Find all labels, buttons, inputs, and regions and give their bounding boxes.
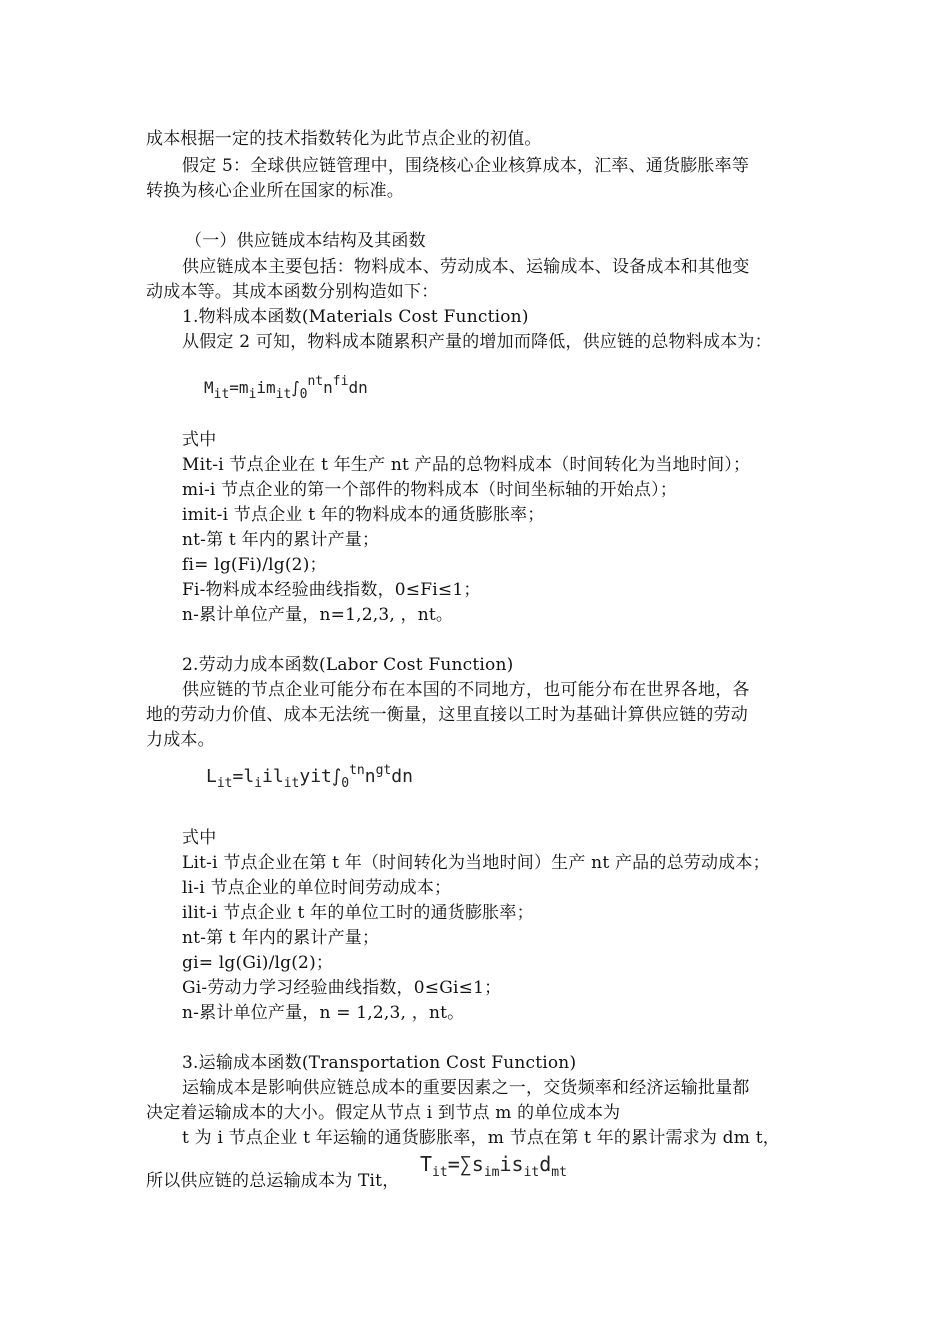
text-line: li-i 节点企业的单位时间劳动成本；	[182, 878, 452, 898]
text-line: 供应链成本主要包括：物料成本、劳动成本、运输成本、设备成本和其他变	[182, 257, 750, 277]
text-line: 供应链的节点企业可能分布在本国的不同地方，也可能分布在世界各地，各	[182, 680, 750, 700]
subsection-heading: 2.劳动力成本函数(Labor Cost Function)	[182, 655, 514, 675]
text-line: Mit-i 节点企业在 t 年生产 nt 产品的总物料成本（时间转化为当地时间）；	[182, 455, 751, 475]
subsection-heading: 1.物料成本函数(Materials Cost Function)	[182, 307, 529, 327]
text-line: 运输成本是影响供应链总成本的重要因素之一，交货频率和经济运输批量都	[182, 1078, 750, 1098]
text-line: 从假定 2 可知，物料成本随累积产量的增加而降低，供应链的总物料成本为：	[182, 332, 772, 352]
materials-cost-formula: $M_{it}=m_iim_{it}\int_0^{nt}n^{fi}dn$	[204, 374, 368, 402]
text-line: ilit-i 节点企业 t 年的单位工时的通货膨胀率；	[182, 903, 534, 923]
text-line: 式中	[182, 828, 217, 848]
text-line: 地的劳动力价值、成本无法统一衡量，这里直接以工时为基础计算供应链的劳动	[146, 705, 748, 725]
text-line: n-累计单位产量，n = 1,2,3, ，nt。	[182, 1003, 465, 1023]
text-line: 力成本。	[146, 730, 215, 750]
text-line: mi-i 节点企业的第一个部件的物料成本（时间坐标轴的开始点）；	[182, 480, 678, 500]
text-line: Gi-劳动力学习经验曲线指数，0≤Gi≤1；	[182, 978, 502, 998]
text-line: t 为 i 节点企业 t 年运输的通货膨胀率，m 节点在第 t 年的累计需求为 dm t，	[182, 1128, 780, 1148]
text-line: Fi-物料成本经验曲线指数，0≤Fi≤1；	[182, 580, 481, 600]
text-line: nt-第 t 年内的累计产量；	[182, 928, 380, 948]
text-line: Lit-i 节点企业在第 t 年（时间转化为当地时间）生产 nt 产品的总劳动成本；	[182, 853, 770, 873]
text-line: 动成本等。其成本函数分别构造如下：	[146, 282, 439, 302]
section-heading: （一）供应链成本结构及其函数	[185, 231, 426, 251]
text-line: gi= lg(Gi)/lg(2)；	[182, 953, 334, 973]
text-line: 所以供应链的总运输成本为 Tit，	[146, 1171, 400, 1191]
text-line: nt-第 t 年内的累计产量；	[182, 530, 380, 550]
text-line: 转换为核心企业所在国家的标准。	[146, 181, 404, 201]
text-line: 假定 5：全球供应链管理中，围绕核心企业核算成本，汇率、通货膨胀率等	[182, 156, 750, 176]
text-line: fi= lg(Fi)/lg(2)；	[182, 555, 327, 575]
labor-cost-formula: $L_{it}=l_iil_{it}yit\int_0^{tn}n^{gt}dn$	[206, 763, 413, 791]
text-line: 成本根据一定的技术指数转化为此节点企业的初值。	[146, 129, 542, 149]
text-line: 式中	[182, 430, 217, 450]
text-line: n-累计单位产量，n=1,2,3, ，nt。	[182, 605, 454, 625]
text-line: imit-i 节点企业 t 年的物料成本的通货膨胀率；	[182, 505, 545, 525]
text-line: 决定着运输成本的大小。假定从节点 i 到节点 m 的单位成本为	[146, 1103, 621, 1123]
transport-cost-formula: $T_{it}=\sum s_{im}is_{it}d_{mt}$	[420, 1152, 567, 1180]
subsection-heading: 3.运输成本函数(Transportation Cost Function)	[182, 1053, 577, 1073]
